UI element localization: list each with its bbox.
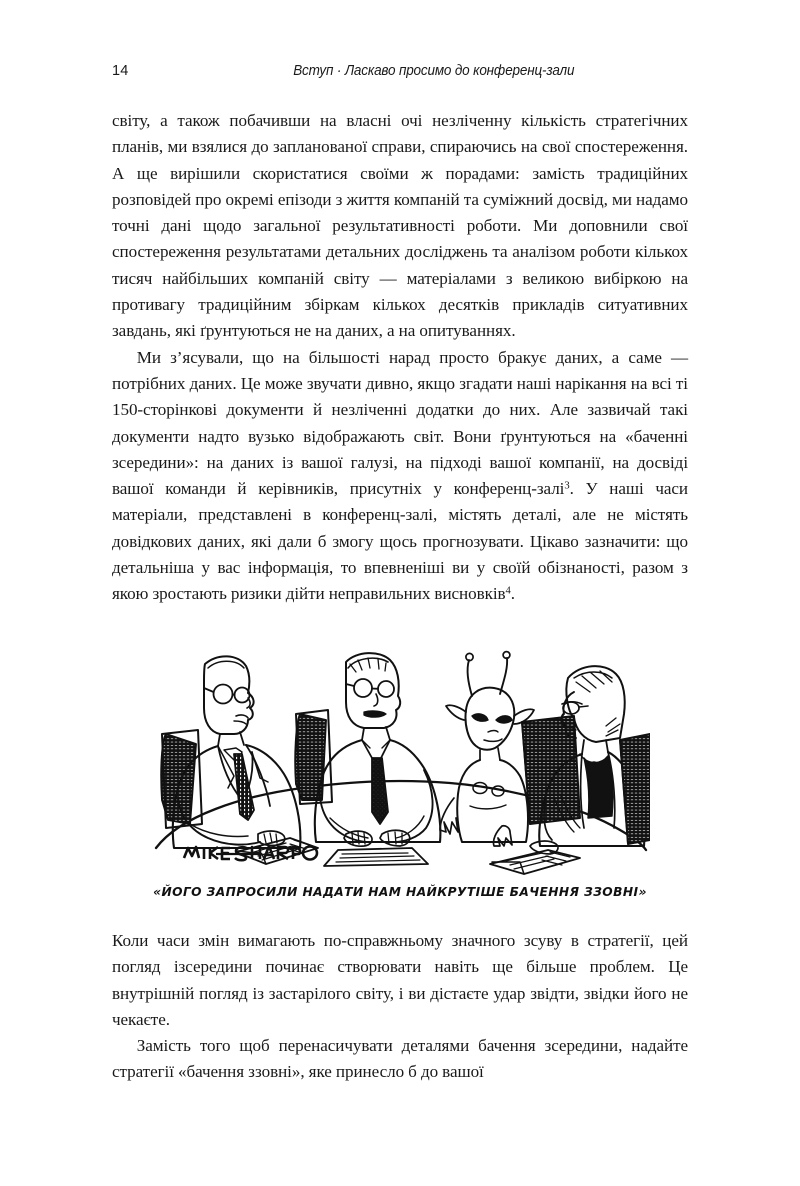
body-text-upper xyxy=(112,108,688,608)
footnote-marker-3: 3 xyxy=(564,480,570,492)
paragraph-with-footnotes xyxy=(112,345,688,608)
footnote-marker-4: 4 xyxy=(505,585,511,597)
paragraph-text-part-2: . У наші часи матеріали, представлені в конференц-залі, містять деталі, але не містять довідкових даних, які дали б змогу щось прогнозувати. Цікаво зазначити: що детальніша у вас інформація, то впевненіші ви у своїй обізнаності, разом з якою зростають ризики дійти неправильних висновків xyxy=(112,479,688,604)
paragraph-after-cartoon: Коли часи змін вимагають по-справжньому значного зсуву в стратегії, цей погляд ізсередини починає створювати навіть ще більше проблем. Це внутрішній погляд із застарілого світу, і ви дістаєте удар звідти, звідки його не чекаєте. xyxy=(112,931,688,1029)
paragraph-text-part-3: . xyxy=(510,584,515,604)
figure-businessman-center xyxy=(295,653,440,866)
running-head-title xyxy=(182,62,686,79)
running-head-section: Вступ xyxy=(293,62,334,79)
figure-alien xyxy=(440,652,580,846)
running-head-separator: · xyxy=(337,62,342,79)
cartoon-caption: «ЙОГО ЗАПРОСИЛИ НАДАТИ НАМ НАЙКРУТІШЕ БАЧЕННЯ ЗЗОВНІ» xyxy=(153,884,647,899)
paragraph-final: Замість того щоб перенасичувати деталями бачення зсередини, надайте стратегії «бачення ззовні», яке принесло б до вашої xyxy=(112,1036,688,1082)
cartoon-illustration xyxy=(150,648,650,880)
page-number: 14 xyxy=(112,63,129,79)
running-head xyxy=(112,62,688,84)
paragraph-continued: світу, а також побачивши на власні очі незліченну кількість стратегічних планів, ми взялися до запланованої справи, спираючись на свої спостереження. А ще вирішили скористатися своїми ж порадами: замість традиційних розповідей про окремі епізоди з життя компаній та суміжний досвід, ми надамо точні дані щодо загальної результативності роботи. Ми доповнили свої спостереження результатами детальних досліджень та аналізом роботи кількох тисяч найбільших компаній світу — матеріалами з великою вибіркою на противагу традиційним збіркам кількох десятків прикладів ситуативних завдань, які ґрунтуються не на даних, а на опитуваннях. xyxy=(112,111,688,341)
body-text-lower xyxy=(112,928,688,1086)
running-head-chapter: Ласкаво просимо до конференц-зали xyxy=(345,62,575,79)
paragraph-text-part-1: Ми з’ясували, що на більшості нарад просто бракує даних, а саме — потрібних даних. Це може звучати дивно, якщо згадати наші нарікання на всі ті 150-сторінкові документи й незліченні додатки до них. Але зазвичай такі документи надто вузько відображають світ. Вони ґрунтуються на «баченні зсередини»: на даних із вашої галузі, на підході вашої компанії, на досвіді вашої команди й керівників, присутніх у конференц-залі xyxy=(112,347,688,499)
